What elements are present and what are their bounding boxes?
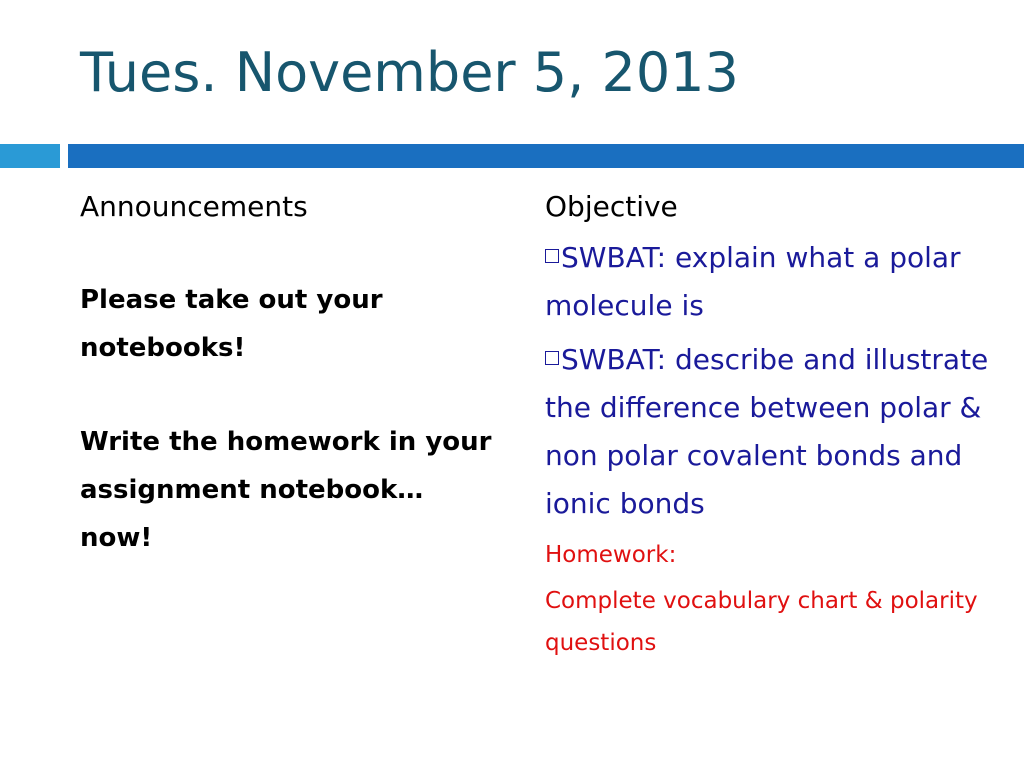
checkbox-icon: [545, 249, 559, 263]
objective-column: [545, 190, 1005, 668]
objective-item-text: SWBAT: explain what a polar molecule is: [545, 240, 961, 322]
accent-bar-right: [68, 144, 1024, 168]
announcements-heading: Announcements: [80, 190, 308, 223]
announcement-homework: Write the homework in your assignment notebook… now!: [80, 426, 492, 553]
homework-label: Homework:: [545, 541, 677, 568]
objective-item-text: SWBAT: describe and illustrate the difference between polar & non polar covalent bonds and ionic bonds: [545, 342, 989, 520]
announcement-notebooks: Please take out your notebooks!: [80, 284, 383, 363]
objective-item: [545, 336, 1005, 528]
slide-title: Tues. November 5, 2013: [80, 41, 739, 104]
accent-bar-left: [0, 144, 60, 168]
announcements-column: [80, 190, 500, 608]
objective-item: [545, 234, 1005, 330]
objective-heading: Objective: [545, 190, 678, 223]
homework-text: Complete vocabulary chart & polarity questions: [545, 587, 978, 656]
checkbox-icon: [545, 351, 559, 365]
